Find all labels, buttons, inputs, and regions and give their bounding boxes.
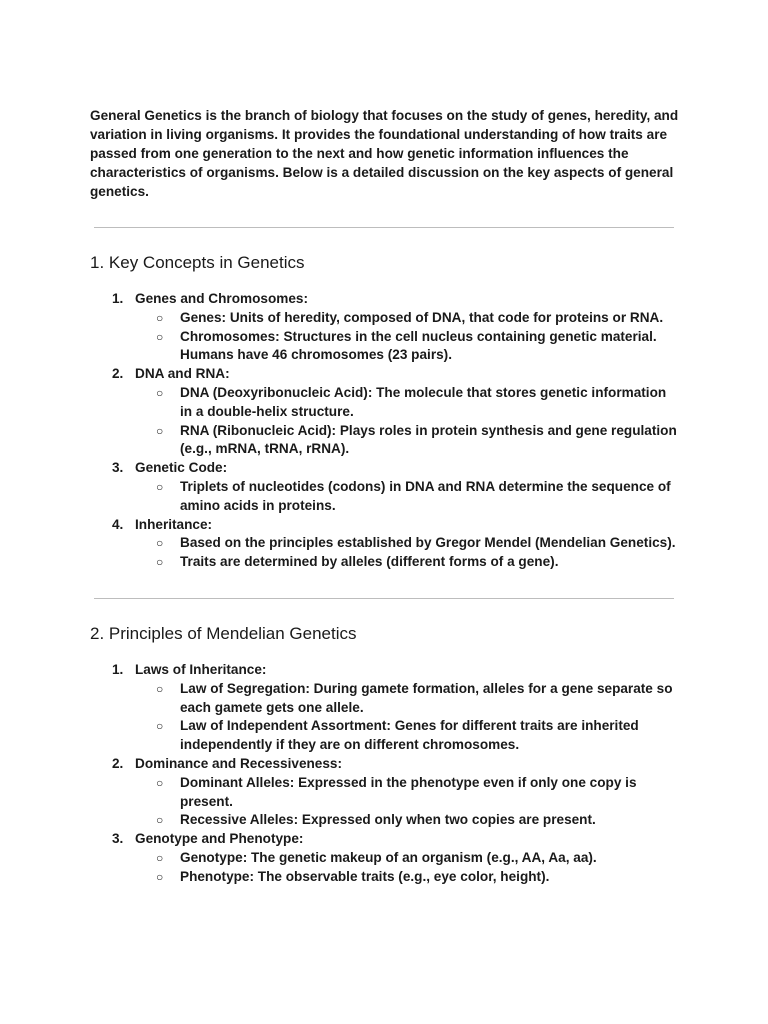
- list-item-label: Genotype and Phenotype:: [135, 831, 304, 847]
- list-item: [90, 516, 680, 572]
- list-item-label: Dominance and Recessiveness:: [135, 755, 343, 771]
- sub-list-text: Traits are determined by alleles (different forms of a gene).: [180, 554, 559, 570]
- sub-list: [135, 680, 680, 755]
- circle-bullet-icon: ○: [156, 536, 164, 551]
- circle-bullet-icon: ○: [156, 850, 164, 865]
- circle-bullet-icon: ○: [156, 869, 164, 884]
- circle-bullet-icon: ○: [156, 329, 164, 344]
- circle-bullet-icon: ○: [156, 555, 164, 570]
- section-title-mendelian: 2. Principles of Mendelian Genetics: [90, 623, 357, 643]
- list-item: [90, 755, 680, 830]
- sub-list: [135, 774, 680, 830]
- sub-list: [135, 384, 680, 459]
- sub-list-text: RNA (Ribonucleic Acid): Plays roles in protein synthesis and gene regulation (e.g., mRNA, tRNA, rRNA).: [180, 422, 677, 457]
- list-item-label: Genetic Code:: [135, 460, 228, 476]
- list-number: 1.: [112, 661, 124, 677]
- sub-list-item: [135, 849, 680, 868]
- mendelian-list: [90, 661, 680, 887]
- sub-list-item: [135, 328, 680, 366]
- sub-list-item: [135, 534, 680, 553]
- sub-list-item: [135, 384, 680, 422]
- sub-list-text: DNA (Deoxyribonucleic Acid): The molecule that stores genetic information in a double-helix structure.: [180, 384, 667, 419]
- sub-list: [135, 849, 680, 887]
- sub-list-text: Phenotype: The observable traits (e.g., eye color, height).: [180, 868, 550, 884]
- intro-paragraph: General Genetics is the branch of biology that focuses on the study of genes, heredity, and variation in living organisms. It provides the foundational understanding of how traits are passed from one generation to the next and how genetic information influences the characteristics of organisms. Below is a detailed discussion on the key aspects of general genetics.: [90, 108, 679, 199]
- list-number: 3.: [112, 831, 124, 847]
- circle-bullet-icon: ○: [156, 681, 164, 696]
- sub-list-text: Triplets of nucleotides (codons) in DNA and RNA determine the sequence of amino acids in proteins.: [180, 478, 671, 513]
- key-concepts-list: [90, 290, 680, 572]
- list-item-label: Inheritance:: [135, 516, 213, 532]
- circle-bullet-icon: ○: [156, 775, 164, 790]
- circle-bullet-icon: ○: [156, 310, 164, 325]
- list-number: 3.: [112, 460, 124, 476]
- sub-list: [135, 478, 680, 516]
- sub-list-item: [135, 680, 680, 718]
- list-item: [90, 661, 680, 755]
- document-page: [90, 106, 680, 887]
- list-item: [90, 830, 680, 886]
- section-divider: [94, 227, 674, 228]
- sub-list-text: Based on the principles established by Gregor Mendel (Mendelian Genetics).: [180, 535, 676, 551]
- sub-list-item: [135, 868, 680, 887]
- sub-list-text: Genes: Units of heredity, composed of DNA, that code for proteins or RNA.: [180, 309, 664, 325]
- list-item: [90, 290, 680, 365]
- sub-list-text: Dominant Alleles: Expressed in the phenotype even if only one copy is present.: [180, 774, 637, 809]
- circle-bullet-icon: ○: [156, 479, 164, 494]
- section-divider: [94, 598, 674, 599]
- list-item-label: Laws of Inheritance:: [135, 661, 267, 677]
- section-title-key-concepts: 1. Key Concepts in Genetics: [90, 253, 305, 272]
- list-item-label: DNA and RNA:: [135, 366, 230, 382]
- list-number: 2.: [112, 755, 124, 771]
- circle-bullet-icon: ○: [156, 385, 164, 400]
- sub-list: [135, 534, 680, 572]
- list-item: [90, 365, 680, 459]
- sub-list-item: [135, 422, 680, 460]
- sub-list-item: [135, 717, 680, 755]
- sub-list-text: Law of Segregation: During gamete formation, alleles for a gene separate so each gamete gets one allele.: [180, 680, 673, 715]
- sub-list-item: [135, 553, 680, 572]
- list-item: [90, 459, 680, 515]
- list-number: 4.: [112, 516, 124, 532]
- sub-list: [135, 309, 680, 365]
- sub-list-item: [135, 478, 680, 516]
- sub-list-item: [135, 309, 680, 328]
- circle-bullet-icon: ○: [156, 813, 164, 828]
- sub-list-item: [135, 811, 680, 830]
- sub-list-item: [135, 774, 680, 812]
- list-number: 2.: [112, 366, 124, 382]
- sub-list-text: Law of Independent Assortment: Genes for different traits are inherited independently if they are on different chromosomes.: [180, 718, 639, 753]
- circle-bullet-icon: ○: [156, 423, 164, 438]
- sub-list-text: Chromosomes: Structures in the cell nucleus containing genetic material. Humans have 46 chromosomes (23 pairs).: [180, 328, 657, 363]
- sub-list-text: Genotype: The genetic makeup of an organism (e.g., AA, Aa, aa).: [180, 849, 597, 865]
- list-item-label: Genes and Chromosomes:: [135, 291, 308, 306]
- list-number: 1.: [112, 291, 124, 306]
- circle-bullet-icon: ○: [156, 719, 164, 734]
- sub-list-text: Recessive Alleles: Expressed only when two copies are present.: [180, 812, 596, 828]
